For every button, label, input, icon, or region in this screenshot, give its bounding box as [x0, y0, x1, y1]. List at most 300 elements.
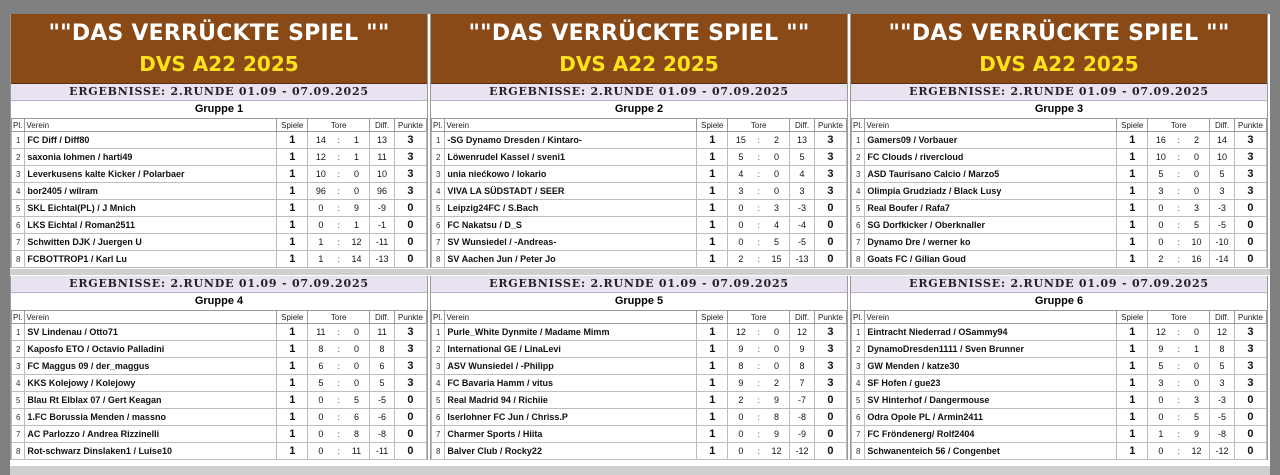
points: 0 [1234, 409, 1266, 426]
points: 0 [1234, 251, 1266, 268]
goal-difference: 3 [1210, 375, 1235, 392]
points: 3 [394, 324, 426, 341]
header-pl: Pl. [12, 119, 25, 132]
rank: 3 [12, 358, 25, 375]
points: 0 [814, 200, 846, 217]
games-played: 1 [697, 409, 728, 426]
points: 0 [814, 409, 846, 426]
goals-separator: : [754, 132, 764, 149]
standings-table [11, 311, 427, 460]
table-row [432, 375, 847, 392]
points: 3 [814, 324, 846, 341]
games-played: 1 [277, 358, 308, 375]
points: 0 [1234, 392, 1266, 409]
team-name: Eintracht Niederrad / OSammy94 [865, 324, 1117, 341]
goals-against: 0 [344, 324, 370, 341]
goals-for: 0 [1148, 217, 1174, 234]
goals-against: 3 [1184, 392, 1210, 409]
header-spiele: Spiele [1117, 311, 1148, 324]
group-panel [850, 276, 1268, 460]
title-banner [851, 14, 1267, 84]
goals-for: 0 [308, 443, 334, 460]
team-name: Gamers09 / Vorbauer [865, 132, 1117, 149]
rank: 5 [12, 392, 25, 409]
games-played: 1 [277, 217, 308, 234]
games-played: 1 [277, 392, 308, 409]
goals-against: 12 [764, 443, 790, 460]
points: 3 [814, 132, 846, 149]
games-played: 1 [277, 409, 308, 426]
games-played: 1 [277, 132, 308, 149]
group-panel [430, 276, 848, 460]
games-played: 1 [697, 443, 728, 460]
games-played: 1 [277, 251, 308, 268]
goals-for: 0 [308, 409, 334, 426]
goals-for: 0 [1148, 443, 1174, 460]
goals-separator: : [334, 200, 344, 217]
table-row [432, 200, 847, 217]
goals-for: 10 [308, 166, 334, 183]
goals-separator: : [754, 166, 764, 183]
goals-separator: : [334, 217, 344, 234]
goals-for: 14 [308, 132, 334, 149]
header-punkte: Punkte [394, 311, 426, 324]
goals-for: 5 [728, 149, 754, 166]
games-played: 1 [277, 324, 308, 341]
goals-separator: : [1174, 426, 1184, 443]
games-played: 1 [1117, 341, 1148, 358]
goals-against: 0 [764, 341, 790, 358]
table-header [852, 119, 1267, 132]
team-name: Balver Club / Rocky22 [445, 443, 697, 460]
goals-for: 0 [1148, 234, 1174, 251]
team-name: KKS Kolejowy / Kolejowy [25, 375, 277, 392]
goal-difference: -9 [370, 200, 395, 217]
goal-difference: -5 [1210, 409, 1235, 426]
points: 3 [1234, 358, 1266, 375]
standings-table [851, 119, 1267, 268]
table-row [12, 234, 427, 251]
goals-against: 9 [764, 426, 790, 443]
team-name: SG Dorfkicker / Oberknaller [865, 217, 1117, 234]
table-row [852, 132, 1267, 149]
games-played: 1 [277, 234, 308, 251]
rank: 2 [12, 149, 25, 166]
header-tore: Tore [1148, 311, 1210, 324]
round-heading: ERGEBNISSE: 2.RUNDE 01.09 - 07.09.2025 [11, 276, 427, 293]
goals-separator: : [1174, 234, 1184, 251]
header-verein: Verein [25, 311, 277, 324]
header-spiele: Spiele [277, 311, 308, 324]
goals-for: 1 [308, 251, 334, 268]
standings-table [11, 119, 427, 268]
table-header [432, 119, 847, 132]
table-row [12, 426, 427, 443]
goals-for: 12 [728, 324, 754, 341]
goals-separator: : [754, 234, 764, 251]
rank: 3 [432, 358, 445, 375]
table-row [432, 149, 847, 166]
goals-separator: : [754, 251, 764, 268]
team-name: Real Boufer / Rafa7 [865, 200, 1117, 217]
points: 0 [394, 426, 426, 443]
team-name: Odra Opole PL / Armin2411 [865, 409, 1117, 426]
rank: 7 [12, 234, 25, 251]
goals-against: 8 [764, 409, 790, 426]
header-diff: Diff. [1210, 311, 1235, 324]
goal-difference: 14 [1210, 132, 1235, 149]
rank: 5 [432, 392, 445, 409]
goals-separator: : [1174, 200, 1184, 217]
header-diff: Diff. [1210, 119, 1235, 132]
header-diff: Diff. [790, 311, 815, 324]
header-verein: Verein [25, 119, 277, 132]
goals-for: 2 [728, 251, 754, 268]
team-name: Schwanenteich 56 / Congenbet [865, 443, 1117, 460]
round-heading: ERGEBNISSE: 2.RUNDE 01.09 - 07.09.2025 [431, 84, 847, 101]
table-row [852, 341, 1267, 358]
goal-difference: -4 [790, 217, 815, 234]
goals-separator: : [334, 149, 344, 166]
games-played: 1 [277, 443, 308, 460]
points: 0 [394, 200, 426, 217]
goals-separator: : [754, 375, 764, 392]
team-name: -SG Dynamo Dresden / Kintaro- [445, 132, 697, 149]
points: 3 [394, 341, 426, 358]
table-row [852, 149, 1267, 166]
goals-for: 0 [308, 217, 334, 234]
rank: 6 [852, 409, 865, 426]
table-header [852, 311, 1267, 324]
table-row [12, 443, 427, 460]
table-row [432, 392, 847, 409]
goals-for: 0 [728, 217, 754, 234]
points: 0 [814, 426, 846, 443]
goals-for: 12 [308, 149, 334, 166]
team-name: FC Maggus 09 / der_maggus [25, 358, 277, 375]
header-punkte: Punkte [1234, 311, 1266, 324]
points: 3 [394, 358, 426, 375]
banner-title: ""DAS VERRÜCKTE SPIEL "" [888, 21, 1230, 46]
header-pl: Pl. [12, 311, 25, 324]
points: 3 [394, 166, 426, 183]
goals-for: 8 [308, 341, 334, 358]
goals-separator: : [754, 183, 764, 200]
goals-separator: : [1174, 409, 1184, 426]
points: 0 [814, 234, 846, 251]
goals-separator: : [334, 358, 344, 375]
rank: 2 [12, 341, 25, 358]
goal-difference: 9 [790, 341, 815, 358]
goals-separator: : [754, 426, 764, 443]
goal-difference: -9 [790, 426, 815, 443]
goals-separator: : [1174, 443, 1184, 460]
points: 3 [814, 358, 846, 375]
header-pl: Pl. [852, 119, 865, 132]
games-played: 1 [697, 200, 728, 217]
goals-against: 0 [344, 358, 370, 375]
goals-against: 16 [1184, 251, 1210, 268]
rank: 2 [852, 341, 865, 358]
rank: 6 [432, 409, 445, 426]
goals-against: 15 [764, 251, 790, 268]
header-diff: Diff. [370, 311, 395, 324]
table-row [12, 183, 427, 200]
points: 0 [394, 217, 426, 234]
games-played: 1 [697, 132, 728, 149]
goals-separator: : [754, 200, 764, 217]
table-row [852, 217, 1267, 234]
table-row [432, 166, 847, 183]
points: 0 [394, 392, 426, 409]
rank: 7 [432, 234, 445, 251]
header-punkte: Punkte [814, 119, 846, 132]
goal-difference: -8 [1210, 426, 1235, 443]
team-name: Olimpia Grudziadz / Black Lusy [865, 183, 1117, 200]
table-row [852, 183, 1267, 200]
goals-separator: : [334, 166, 344, 183]
goals-against: 9 [344, 200, 370, 217]
goals-separator: : [334, 375, 344, 392]
games-played: 1 [697, 149, 728, 166]
games-played: 1 [1117, 409, 1148, 426]
bottom-divider [10, 466, 1270, 475]
games-played: 1 [1117, 375, 1148, 392]
goals-against: 5 [764, 234, 790, 251]
table-row [432, 409, 847, 426]
games-played: 1 [277, 341, 308, 358]
games-played: 1 [1117, 358, 1148, 375]
team-name: FC Clouds / rivercloud [865, 149, 1117, 166]
games-played: 1 [1117, 443, 1148, 460]
points: 3 [1234, 324, 1266, 341]
team-name: International GE / LinaLevi [445, 341, 697, 358]
goals-for: 0 [308, 426, 334, 443]
team-name: FC Bavaria Hamm / vitus [445, 375, 697, 392]
round-heading: ERGEBNISSE: 2.RUNDE 01.09 - 07.09.2025 [431, 276, 847, 293]
rank: 5 [852, 392, 865, 409]
goals-separator: : [1174, 166, 1184, 183]
points: 3 [814, 375, 846, 392]
goals-for: 2 [1148, 251, 1174, 268]
goals-for: 6 [308, 358, 334, 375]
team-name: FC Diff / Diff80 [25, 132, 277, 149]
round-heading: ERGEBNISSE: 2.RUNDE 01.09 - 07.09.2025 [851, 84, 1267, 101]
rank: 8 [852, 251, 865, 268]
games-played: 1 [277, 166, 308, 183]
table-row [432, 324, 847, 341]
goals-for: 0 [308, 200, 334, 217]
goals-against: 0 [764, 358, 790, 375]
goal-difference: 11 [370, 149, 395, 166]
goals-for: 0 [728, 409, 754, 426]
points: 0 [1234, 200, 1266, 217]
goals-against: 0 [1184, 324, 1210, 341]
goals-against: 2 [764, 375, 790, 392]
goals-against: 0 [1184, 149, 1210, 166]
banner-subtitle: DVS A22 2025 [979, 52, 1139, 76]
goals-separator: : [1174, 358, 1184, 375]
rank: 2 [432, 149, 445, 166]
table-row [432, 234, 847, 251]
games-played: 1 [277, 149, 308, 166]
goals-against: 9 [764, 392, 790, 409]
games-played: 1 [697, 234, 728, 251]
table-row [432, 443, 847, 460]
table-row [852, 358, 1267, 375]
team-name: Blau Rt Elblax 07 / Gert Keagan [25, 392, 277, 409]
rank: 4 [432, 375, 445, 392]
goals-for: 2 [728, 392, 754, 409]
header-tore: Tore [728, 119, 790, 132]
header-spiele: Spiele [277, 119, 308, 132]
table-row [12, 200, 427, 217]
banner-title: ""DAS VERRÜCKTE SPIEL "" [48, 21, 390, 46]
goals-separator: : [1174, 132, 1184, 149]
group-title: Gruppe 5 [431, 293, 847, 311]
points: 0 [814, 251, 846, 268]
goal-difference: 5 [1210, 358, 1235, 375]
goals-separator: : [754, 217, 764, 234]
points: 0 [814, 392, 846, 409]
table-row [852, 443, 1267, 460]
goals-for: 0 [1148, 200, 1174, 217]
goal-difference: -11 [370, 443, 395, 460]
goals-against: 1 [1184, 341, 1210, 358]
goals-for: 5 [1148, 166, 1174, 183]
goals-for: 0 [308, 392, 334, 409]
round-heading: ERGEBNISSE: 2.RUNDE 01.09 - 07.09.2025 [851, 276, 1267, 293]
goals-separator: : [1174, 251, 1184, 268]
goals-against: 8 [344, 426, 370, 443]
team-name: Charmer Sports / Hiita [445, 426, 697, 443]
goals-against: 4 [764, 217, 790, 234]
games-played: 1 [277, 200, 308, 217]
points: 3 [1234, 166, 1266, 183]
team-name: SV Lindenau / Otto71 [25, 324, 277, 341]
goal-difference: 4 [790, 166, 815, 183]
table-row [12, 251, 427, 268]
table-row [852, 324, 1267, 341]
goals-separator: : [334, 392, 344, 409]
goals-separator: : [1174, 341, 1184, 358]
goal-difference: -3 [1210, 392, 1235, 409]
rank: 1 [852, 324, 865, 341]
rank: 7 [432, 426, 445, 443]
games-played: 1 [697, 166, 728, 183]
team-name: ASD Taurisano Calcio / Marzo5 [865, 166, 1117, 183]
games-played: 1 [697, 341, 728, 358]
goals-against: 10 [1184, 234, 1210, 251]
points: 3 [1234, 149, 1266, 166]
goal-difference: -5 [370, 392, 395, 409]
goal-difference: 5 [1210, 166, 1235, 183]
rank: 3 [12, 166, 25, 183]
standings-table [431, 311, 847, 460]
goals-against: 0 [764, 183, 790, 200]
results-sheet [10, 14, 1270, 475]
group-title: Gruppe 4 [11, 293, 427, 311]
team-name: GW Menden / katze30 [865, 358, 1117, 375]
goal-difference: -12 [790, 443, 815, 460]
goals-separator: : [1174, 375, 1184, 392]
goals-for: 9 [728, 341, 754, 358]
goal-difference: -3 [1210, 200, 1235, 217]
table-row [852, 166, 1267, 183]
goals-against: 3 [764, 200, 790, 217]
points: 3 [394, 132, 426, 149]
goals-separator: : [334, 132, 344, 149]
table-row [12, 166, 427, 183]
rank: 3 [432, 166, 445, 183]
table-header [12, 119, 427, 132]
goal-difference: -12 [1210, 443, 1235, 460]
table-row [432, 251, 847, 268]
points: 3 [394, 183, 426, 200]
title-banner [431, 14, 847, 84]
goals-separator: : [334, 183, 344, 200]
standings-table [851, 311, 1267, 460]
goal-difference: 5 [790, 149, 815, 166]
games-played: 1 [697, 217, 728, 234]
goals-against: 0 [1184, 375, 1210, 392]
goals-for: 3 [728, 183, 754, 200]
goal-difference: -11 [370, 234, 395, 251]
games-played: 1 [697, 183, 728, 200]
goals-against: 0 [1184, 358, 1210, 375]
goals-against: 0 [344, 166, 370, 183]
goals-for: 0 [1148, 409, 1174, 426]
goal-difference: -6 [370, 409, 395, 426]
header-diff: Diff. [370, 119, 395, 132]
team-name: Leverkusens kalte Kicker / Polarbaer [25, 166, 277, 183]
header-tore: Tore [1148, 119, 1210, 132]
group-title: Gruppe 6 [851, 293, 1267, 311]
points: 3 [394, 149, 426, 166]
games-played: 1 [697, 358, 728, 375]
team-name: unia niećkowo / lokario [445, 166, 697, 183]
team-name: Dynamo Dre / werner ko [865, 234, 1117, 251]
goals-against: 11 [344, 443, 370, 460]
goals-for: 3 [1148, 375, 1174, 392]
points: 0 [814, 443, 846, 460]
table-row [12, 375, 427, 392]
goals-against: 5 [1184, 217, 1210, 234]
goals-against: 0 [344, 341, 370, 358]
games-played: 1 [1117, 392, 1148, 409]
goal-difference: 10 [1210, 149, 1235, 166]
goals-for: 8 [728, 358, 754, 375]
goals-separator: : [1174, 324, 1184, 341]
rank: 8 [432, 251, 445, 268]
goals-for: 0 [1148, 392, 1174, 409]
table-row [12, 358, 427, 375]
goals-for: 16 [1148, 132, 1174, 149]
goals-for: 1 [1148, 426, 1174, 443]
team-name: DynamoDresden1111 / Sven Brunner [865, 341, 1117, 358]
goal-difference: 13 [370, 132, 395, 149]
table-row [12, 217, 427, 234]
games-played: 1 [1117, 149, 1148, 166]
team-name: SV Aachen Jun / Peter Jo [445, 251, 697, 268]
goals-against: 0 [764, 149, 790, 166]
team-name: bor2405 / wilram [25, 183, 277, 200]
games-played: 1 [1117, 426, 1148, 443]
goals-for: 0 [728, 234, 754, 251]
team-name: FC Nakatsu / D_S [445, 217, 697, 234]
rank: 5 [12, 200, 25, 217]
banner-title: ""DAS VERRÜCKTE SPIEL "" [468, 21, 810, 46]
